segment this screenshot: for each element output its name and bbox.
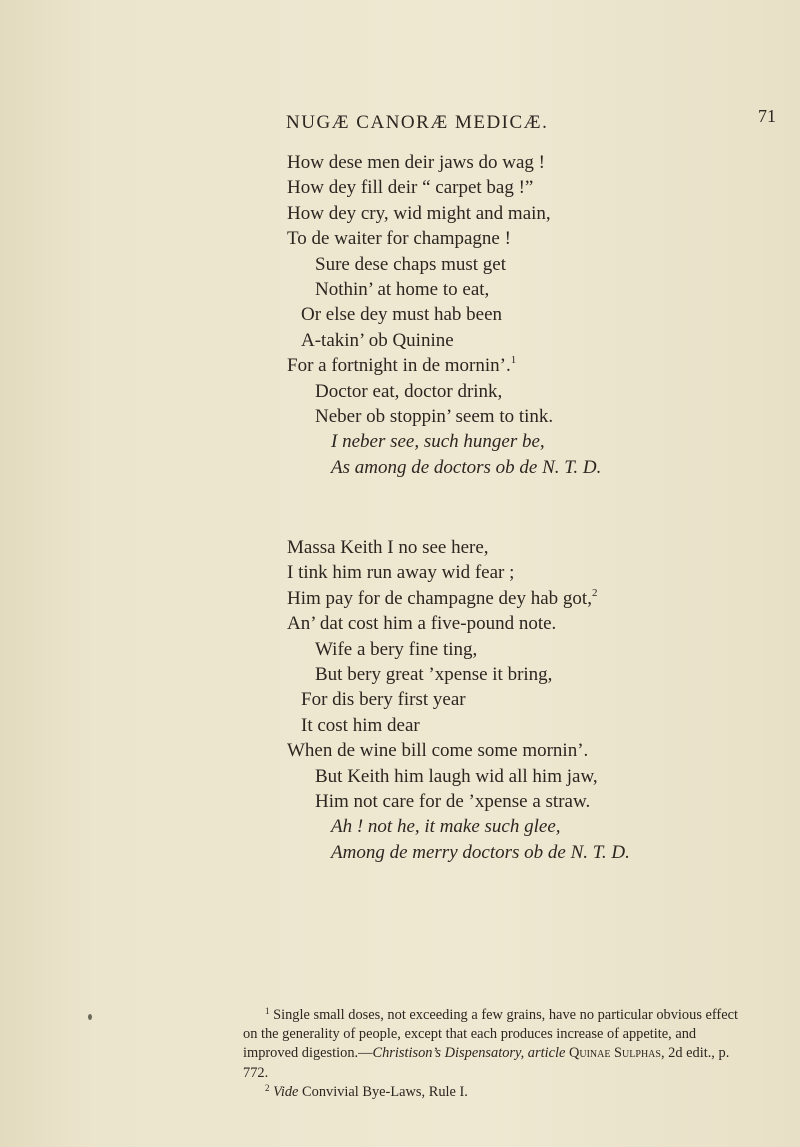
footnote-1 [243,1006,743,1083]
footnote-mark: 2 [265,1082,270,1093]
page-number: 71 [758,106,776,126]
verse-line: But Keith him laugh wid all him jaw, [315,765,598,787]
verse-line: It cost him dear [301,714,420,736]
footnote-ref: 2 [591,586,598,599]
running-head: NUGÆ CANORÆ MEDICÆ. [286,112,549,133]
verse-text: For a fortnight in de mornin’. [287,355,511,377]
verse-line: I tink him run away wid fear ; [287,562,515,584]
footnote-small-caps: Quinae Sulphas, [568,1045,665,1062]
stanza-1 [287,150,601,480]
refrain-line: As among de doctors ob de N. T. D. [331,456,602,478]
footnote-text: Single small doses, not exceeding a few grains, have no particular obvious effect on the generality of people, except that each produces increase of appetite, and improved digestion.— [243,1007,739,1062]
verse-line: How dey fill deir “ carpet bag !” [287,177,534,199]
verse-line: Neber ob stoppin’ seem to tink. [315,406,554,428]
footnotes [243,1006,743,1102]
verse-line: Nothin’ at home to eat, [315,279,490,301]
verse-line: But bery great ’xpense it bring, [315,664,553,686]
footnote-ref: 1 [510,354,517,367]
verse-line: Wife a bery fine ting, [315,638,478,660]
refrain-line: Among de merry doctors ob de N. T. D. [331,841,630,863]
verse-line: Massa Keith I no see here, [287,537,489,558]
page-header [0,108,800,138]
footnote-source: Christison’s Dispensatory, article [372,1045,566,1062]
verse-line: How dey cry, wid might and main, [287,202,551,224]
verse-line: Him not care for de ’xpense a straw. [315,791,591,813]
verse-line: An’ dat cost him a five-pound note. [287,613,557,635]
verse-line: When de wine bill come some mornin’. [287,740,589,762]
verse-line: Sure dese chaps must get [315,253,507,275]
verse-line-with-footnote [287,586,630,611]
verse-line-with-footnote [287,353,601,378]
verse-line: Doctor eat, doctor drink, [315,380,503,402]
verse-line: For dis bery first year [301,689,466,711]
verse-line: To de waiter for champagne ! [287,228,511,250]
refrain-line: I neber see, such hunger be, [331,431,545,453]
footnote-text-end: 2d edit., p. 772. [243,1045,730,1081]
footnote-text: Convivial Bye-Laws, Rule I. [298,1083,468,1100]
verse-line: Or else dey must hab been [301,304,503,326]
margin-dot [88,1014,92,1020]
footnote-vide: Vide [273,1083,299,1100]
stanza-2 [287,535,630,865]
verse-text: Him pay for de champagne dey hab got, [287,587,592,609]
verse-line: How dese men deir jaws do wag ! [287,152,546,173]
verse-line: A-takin’ ob Quinine [301,329,454,351]
footnote-mark: 1 [265,1006,270,1016]
footnote-2 [243,1083,743,1102]
refrain-line: Ah ! not he, it make such glee, [331,816,561,838]
